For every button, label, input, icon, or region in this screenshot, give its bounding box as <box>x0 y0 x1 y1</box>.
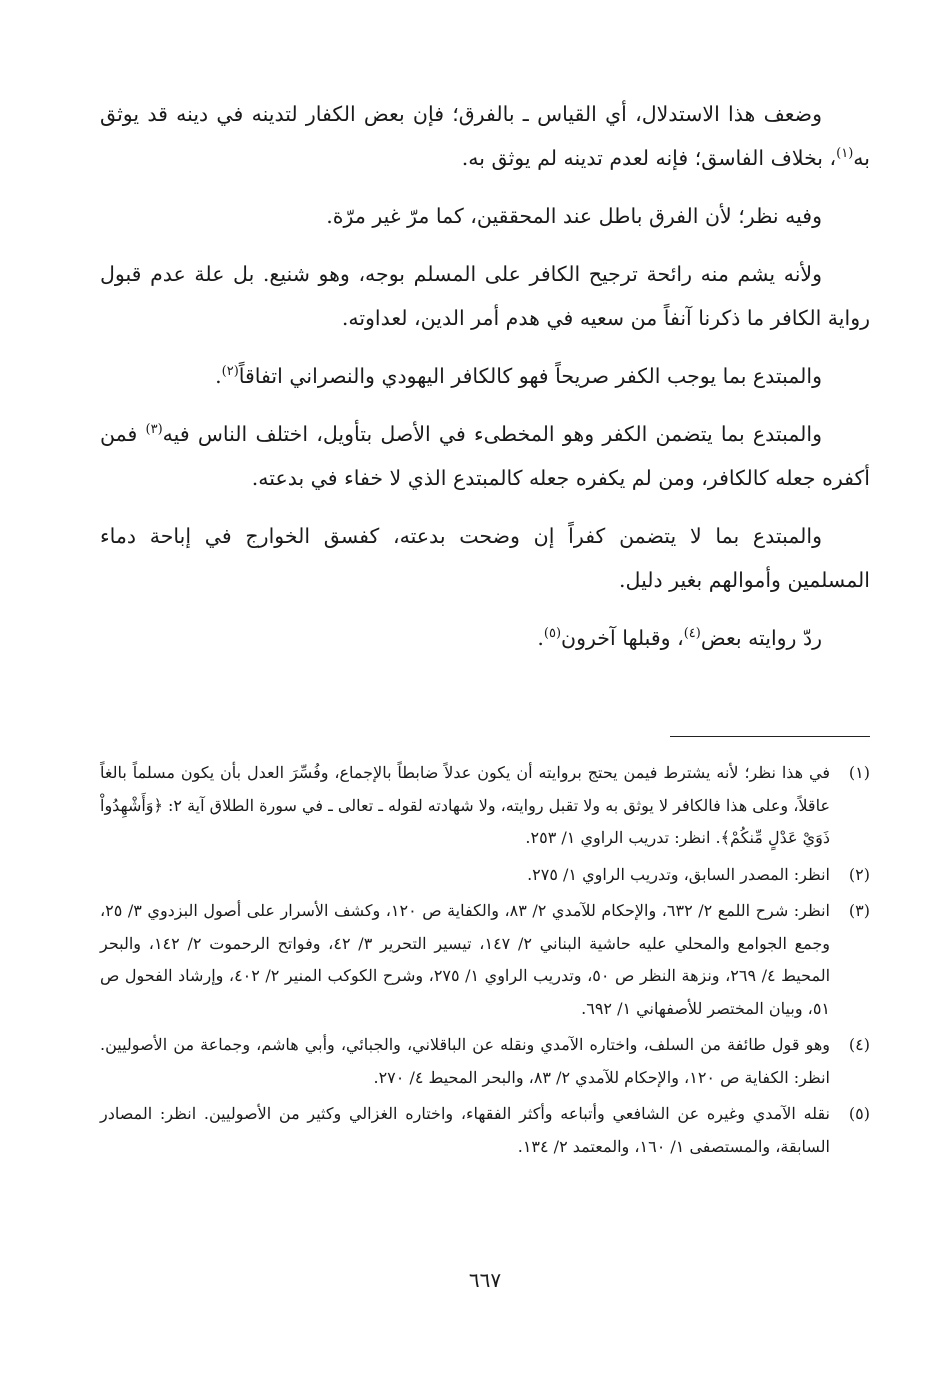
footnote-number: (٤) <box>848 1035 870 1054</box>
paragraph-7-text: ردّ روايته بعض <box>700 626 822 650</box>
paragraph-7-text-cont: ، وقبلها آخرون <box>561 626 684 650</box>
paragraph-1-text: وضعف هذا الاستدلال، أي القياس ـ بالفرق؛ فإن بعض الكفار لتدينه في دينه قد يوثق به <box>100 102 870 170</box>
paragraph-7-text-end: . <box>537 626 544 650</box>
footnote-text: وهو قول طائفة من السلف، واختاره الآمدي ونقله عن الباقلاني، والجبائي، وأبي هاشم، وجماعة من الأصوليين. انظر: الكفاية ص ١٢٠، والإحكام للآمدي ٢/ ٨٣، والبحر المحيط ٤/ ٢٧٠. <box>100 1035 830 1087</box>
paragraph-1-text-cont: ، بخلاف الفاسق؛ فإنه لعدم تدينه لم يوثق به. <box>461 146 837 170</box>
footnote-ref-1[interactable]: (١) <box>836 146 854 162</box>
footnotes-list <box>100 757 870 1167</box>
footnote-ref-2[interactable]: (٢) <box>221 364 239 380</box>
footnote-text: انظر: المصدر السابق، وتدريب الراوي ١/ ٢٧٥. <box>527 864 830 884</box>
footnote-ref-3[interactable]: (٣) <box>145 422 163 438</box>
paragraph-5-text: والمبتدع بما يتضمن الكفر وهو المخطىء في الأصل بتأويل، اختلف الناس فيه <box>162 422 822 446</box>
paragraph-6: والمبتدع بما لا يتضمن كفراً إن وضحت بدعته، كفسق الخوارج في إباحة دماء المسلمين وأموالهم بغير دليل. <box>100 524 870 592</box>
paragraph-4-text: والمبتدع بما يوجب الكفر صريحاً فهو كالكافر اليهودي والنصراني اتفاقاً <box>238 364 822 388</box>
footnote-3 <box>100 895 870 1025</box>
paragraph-4-text-cont: . <box>215 364 222 388</box>
footnote-divider <box>670 736 870 737</box>
footnote-ref-4[interactable]: (٤) <box>683 626 701 642</box>
footnote-5 <box>100 1098 870 1163</box>
footnote-4 <box>100 1029 870 1094</box>
footnote-area <box>100 0 870 1383</box>
footnote-number: (٢) <box>848 864 870 884</box>
footnote-ref-5[interactable]: (٥) <box>543 626 562 642</box>
footnote-1 <box>100 757 870 855</box>
paragraph-5-text-cont: فمن أكفره جعله كالكافر، ومن لم يكفره جعله كالمبتدع الذي لا خفاء في بدعته. <box>100 422 870 490</box>
page-number: ٦٦٧ <box>468 1268 502 1292</box>
footnote-text: في هذا نظر؛ لأنه يشترط فيمن يحتج بروايته أن يكون عدلاً ضابطاً بالإجماع، وفُسِّرَ العدل بأن يكون مسلماً بالغاً عاقلاً، وعلى هذا فالكافر لا يوثق به ولا تقبل روايته، ولا شهادته لقوله ـ تعالى ـ في سورة الطلاق آية ٢: ﴿وَأَشْهِدُواْ ذَوَيْ عَدْلٍ مِّنكُمْ﴾. انظر: تدريب الراوي ١/ ٢٥٣. <box>100 763 831 847</box>
footnote-text: انظر: شرح اللمع ٢/ ٦٣٢، والإحكام للآمدي ٢/ ٨٣، والكفاية ص ١٢٠، وكشف الأسرار على أصول البزدوي ٣/ ٢٥، وجمع الجوامع والمحلي عليه حاشية البناني ٢/ ١٤٧، تيسير التحرير ٣/ ٤٢، وفواتح الرحموت ٢/ ١٤٢، والبحر المحيط ٤/ ٢٦٩، ونزهة النظر ص ٥٠، وتدريب الراوي ١/ ٢٧٥، وشرح الكوكب المنير ٢/ ٤٠٢، وإرشاد الفحول ص ٥١، وبيان المختصر للأصفهاني ١/ ٦٩٢. <box>100 901 831 1018</box>
footnote-number: (٣) <box>848 901 870 920</box>
footnote-2 <box>100 859 870 892</box>
paragraph-3: ولأنه يشم منه رائحة ترجيح الكافر على المسلم بوجه، وهو شنيع. بل علة عدم قبول رواية الكافر ما ذكرنا آنفاً من سعيه في هدم أمر الدين، لعداوته. <box>100 262 870 330</box>
footnote-number: (٥) <box>848 1104 870 1123</box>
footnote-number: (١) <box>848 763 870 782</box>
paragraph-2: وفيه نظر؛ لأن الفرق باطل عند المحققين، كما مرّ غير مرّة. <box>326 204 822 228</box>
footnote-text: نقله الآمدي وغيره عن الشافعي وأتباعه وأكثر الفقهاء، واختاره الغزالي وكثير من الأصوليين. انظر: المصادر السابقة، والمستصفى ١/ ١٦٠، والمعتمد ٢/ ١٣٤. <box>100 1104 830 1156</box>
